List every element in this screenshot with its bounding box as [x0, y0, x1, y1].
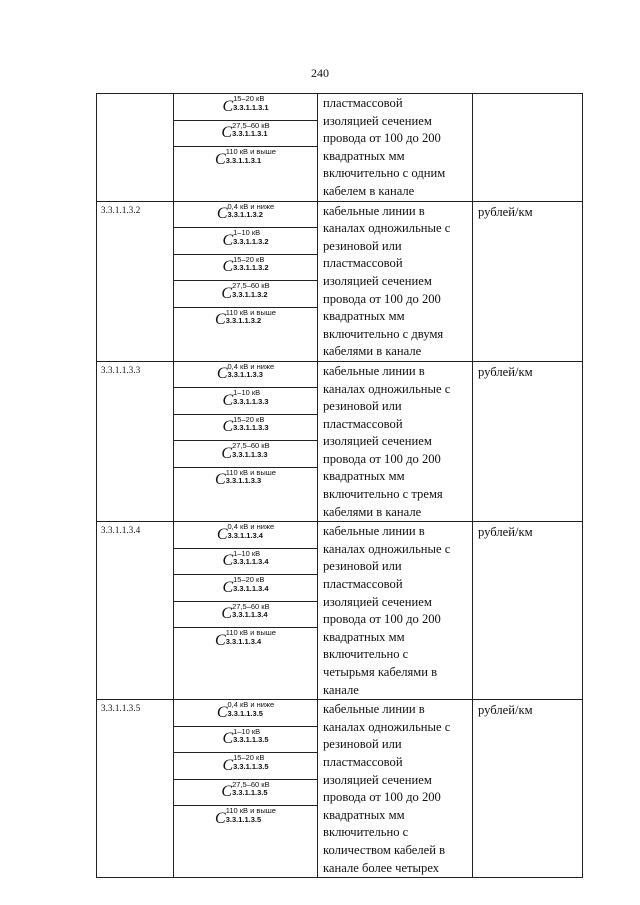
description-line: квадратных мм [323, 148, 405, 163]
code-subscript: 3.3.1.1.3.5 [227, 708, 263, 718]
table-row [97, 700, 583, 878]
description-line: изоляцией сечением [323, 772, 432, 787]
code-subscript: 3.3.1.1.3.5 [232, 788, 268, 798]
description-line: кабелем в канале [323, 183, 415, 198]
voltage-superscript: 110 кВ и выше [225, 307, 276, 317]
code-subscript: 3.3.1.1.3.1 [232, 129, 268, 138]
description-line: каналах одножильные с [323, 719, 451, 734]
description-line: изоляцией сечением [323, 113, 432, 128]
symbol-letter: C [222, 578, 234, 596]
tariff-table [96, 93, 583, 878]
rate-symbol [174, 628, 317, 666]
description-line: каналах одножильные с [323, 221, 451, 236]
symbol-letter: C [222, 391, 234, 409]
description-line: квадратных мм [323, 309, 405, 324]
description-line: резиновой или [323, 559, 402, 574]
description-line: провода от 100 до 200 [323, 451, 441, 466]
symbol-letter: C [221, 605, 233, 623]
unit-cell [473, 94, 583, 202]
symbol-letter: C [215, 471, 226, 489]
unit-cell: рублей/км [473, 201, 583, 361]
description-line: количеством кабелей в [323, 842, 446, 857]
rate-symbol [174, 806, 317, 844]
row-code [97, 94, 174, 202]
symbol-letter: C [216, 525, 228, 543]
description-line: квадратных мм [323, 807, 405, 822]
voltage-superscript: 15–20 кВ [233, 94, 265, 103]
rate-symbol [174, 121, 317, 148]
voltage-superscript: 1–10 кВ [233, 726, 261, 736]
row-code: 3.3.1.1.3.3 [97, 361, 174, 521]
rate-symbol [174, 780, 317, 807]
symbol-letter: C [221, 444, 233, 462]
symbol-letter: C [216, 703, 228, 721]
rate-symbol [174, 362, 317, 389]
description-line: каналах одножильные с [323, 381, 451, 396]
rate-symbol [174, 202, 317, 229]
voltage-superscript: 110 кВ и выше [225, 147, 276, 156]
description-line: кабельные линии в [323, 363, 425, 378]
voltage-superscript: 27,5–60 кВ [232, 601, 270, 611]
voltage-superscript: 15–20 кВ [233, 414, 265, 424]
code-subscript: 3.3.1.1.3.4 [227, 530, 263, 540]
symbol-letter: C [222, 418, 234, 436]
symbol-letter: C [222, 730, 234, 748]
code-subscript: 3.3.1.1.3.2 [232, 289, 268, 299]
description-line: провода от 100 до 200 [323, 131, 441, 146]
table-row [97, 522, 583, 700]
code-subscript: 3.3.1.1.3.2 [227, 210, 263, 220]
symbol-letter: C [222, 97, 234, 115]
row-code: 3.3.1.1.3.2 [97, 201, 174, 361]
code-subscript: 3.3.1.1.3.4 [232, 610, 268, 620]
symbol-cell [174, 361, 318, 521]
rate-symbol [174, 388, 317, 415]
code-subscript: 3.3.1.1.3.5 [225, 814, 262, 824]
voltage-superscript: 27,5–60 кВ [232, 779, 270, 789]
rate-symbol [174, 575, 317, 602]
voltage-superscript: 15–20 кВ [233, 575, 265, 585]
description-cell [318, 94, 473, 202]
description-line: пластмассовой [323, 96, 403, 110]
description-line: резиновой или [323, 399, 402, 414]
rate-symbol [174, 255, 317, 282]
code-subscript: 3.3.1.1.3.3 [225, 476, 262, 486]
unit-cell: рублей/км [473, 700, 583, 878]
description-line: провода от 100 до 200 [323, 790, 441, 805]
description-line: изоляцией сечением [323, 273, 432, 288]
table-row [97, 94, 583, 202]
description-line: включительно с [323, 825, 409, 840]
symbol-letter: C [216, 365, 228, 383]
symbol-cell [174, 522, 318, 700]
voltage-superscript: 15–20 кВ [233, 254, 265, 264]
description-line: провода от 100 до 200 [323, 291, 441, 306]
description-line: кабельные линии в [323, 702, 425, 717]
symbol-letter: C [222, 552, 234, 570]
voltage-superscript: 1–10 кВ [233, 388, 261, 398]
unit-cell: рублей/км [473, 361, 583, 521]
table-row [97, 201, 583, 361]
description-line: пластмассовой [323, 754, 403, 769]
description-cell [318, 700, 473, 878]
description-line: включительно с двумя [323, 326, 444, 341]
description-line: резиновой или [323, 238, 402, 253]
code-subscript: 3.3.1.1.3.2 [225, 316, 262, 326]
description-line: канале более четырех [323, 860, 440, 875]
code-subscript: 3.3.1.1.3.4 [233, 557, 269, 567]
description-line: канале [323, 682, 359, 697]
symbol-letter: C [221, 284, 233, 302]
rate-symbol [174, 602, 317, 629]
code-subscript: 3.3.1.1.3.2 [233, 263, 269, 273]
rate-symbol [174, 549, 317, 576]
symbol-letter: C [222, 258, 234, 276]
symbol-letter: C [215, 311, 226, 329]
rate-symbol [174, 753, 317, 780]
rate-symbol [174, 727, 317, 754]
symbol-letter: C [216, 205, 228, 223]
voltage-superscript: 110 кВ и выше [225, 628, 276, 638]
symbol-letter: C [221, 783, 233, 801]
voltage-superscript: 27,5–60 кВ [232, 441, 270, 451]
unit-cell: рублей/км [473, 522, 583, 700]
description-line: квадратных мм [323, 629, 405, 644]
voltage-superscript: 1–10 кВ [233, 548, 261, 558]
voltage-superscript: 27,5–60 кВ [232, 120, 270, 130]
description-cell [318, 201, 473, 361]
voltage-superscript: 27,5–60 кВ [232, 281, 270, 291]
description-line: квадратных мм [323, 469, 405, 484]
rate-symbol [174, 700, 317, 727]
description-cell [318, 522, 473, 700]
rate-symbol [174, 147, 317, 185]
description-line: кабелями в канале [323, 504, 422, 519]
voltage-superscript: 0,4 кВ и ниже [227, 522, 275, 532]
symbol-cell [174, 700, 318, 878]
code-subscript: 3.3.1.1.3.5 [233, 735, 269, 745]
voltage-superscript: 15–20 кВ [233, 753, 265, 763]
code-subscript: 3.3.1.1.3.2 [233, 236, 269, 246]
symbol-cell [174, 94, 318, 202]
description-line: кабельные линии в [323, 203, 425, 218]
description-line: пластмассовой [323, 416, 403, 431]
description-line: каналах одножильные с [323, 541, 451, 556]
description-line: включительно с тремя [323, 487, 443, 502]
symbol-letter: C [221, 124, 233, 141]
table-body [97, 94, 583, 878]
voltage-superscript: 0,4 кВ и ниже [227, 361, 275, 371]
description-line: кабелями в канале [323, 344, 422, 359]
symbol-letter: C [215, 631, 226, 649]
description-line: изоляцией сечением [323, 594, 432, 609]
rate-symbol [174, 228, 317, 255]
code-subscript: 3.3.1.1.3.5 [233, 761, 269, 771]
row-code: 3.3.1.1.3.4 [97, 522, 174, 700]
voltage-superscript: 1–10 кВ [233, 228, 261, 238]
symbol-letter: C [215, 150, 226, 168]
description-line: четырьмя кабелями в [323, 665, 438, 679]
voltage-superscript: 110 кВ и выше [225, 806, 276, 816]
description-line: включительно с одним [323, 166, 446, 181]
voltage-superscript: 0,4 кВ и ниже [227, 700, 275, 710]
code-subscript: 3.3.1.1.3.1 [233, 102, 269, 112]
code-subscript: 3.3.1.1.3.3 [227, 370, 263, 380]
rate-symbol [174, 308, 317, 346]
description-line: пластмассовой [323, 577, 403, 592]
rate-symbol [174, 281, 317, 308]
row-code: 3.3.1.1.3.5 [97, 700, 174, 878]
rate-symbol [174, 522, 317, 549]
description-cell [318, 361, 473, 521]
symbol-letter: C [215, 809, 226, 827]
rate-symbol [174, 441, 317, 468]
rate-symbol [174, 94, 317, 121]
symbol-letter: C [222, 231, 234, 249]
code-subscript: 3.3.1.1.3.3 [233, 423, 269, 433]
code-subscript: 3.3.1.1.3.4 [233, 583, 269, 593]
description-line: провода от 100 до 200 [323, 612, 441, 627]
description-line: изоляцией сечением [323, 434, 432, 449]
rate-symbol [174, 415, 317, 442]
voltage-superscript: 110 кВ и выше [225, 467, 276, 477]
code-subscript: 3.3.1.1.3.3 [232, 449, 268, 459]
code-subscript: 3.3.1.1.3.1 [225, 155, 262, 165]
table-row [97, 361, 583, 521]
symbol-cell [174, 201, 318, 361]
symbol-letter: C [222, 756, 234, 774]
description-line: включительно с [323, 647, 409, 662]
description-line: резиновой или [323, 737, 402, 752]
page-number: 240 [311, 66, 329, 80]
description-line: пластмассовой [323, 256, 403, 271]
code-subscript: 3.3.1.1.3.3 [233, 396, 269, 406]
rate-symbol [174, 468, 317, 506]
voltage-superscript: 0,4 кВ и ниже [227, 201, 275, 211]
description-line: кабельные линии в [323, 524, 425, 539]
code-subscript: 3.3.1.1.3.4 [225, 636, 262, 646]
